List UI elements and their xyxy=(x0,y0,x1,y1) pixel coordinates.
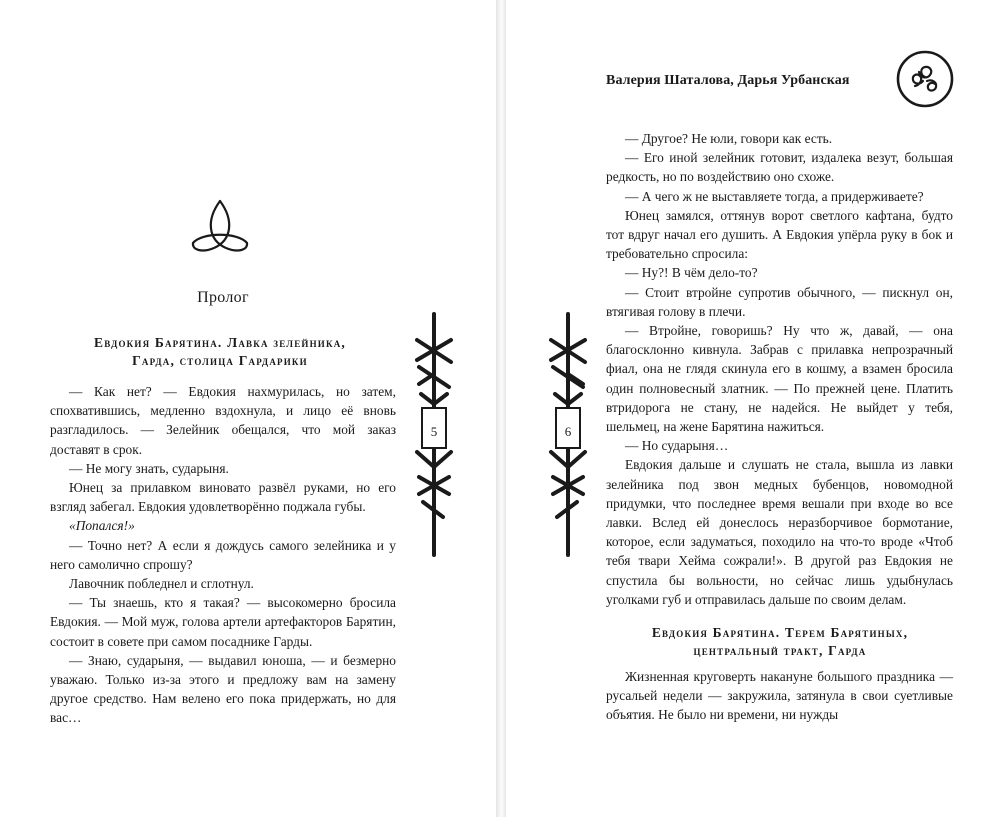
paragraph: Жизненная круговерть накануне большого праздника — русальей недели — закружила, затянула в свои суетливые объятия. Не было ни времени, ни нужды xyxy=(606,669,953,723)
spiral-logo-icon xyxy=(896,50,954,108)
page-number: 6 xyxy=(564,424,572,439)
section-heading-right xyxy=(615,624,945,660)
paragraph: — Другое? Не юли, говори как есть. xyxy=(625,131,833,146)
section-heading-line: центральный тракт, Гарда xyxy=(693,643,867,658)
running-head: Валерия Шаталова, Дарья Урбанская xyxy=(606,73,850,88)
paragraph: — Точно нет? А если я дождусь самого зелейника и у него самолично спрошу? xyxy=(50,537,396,572)
paragraph-italic: «Попался!» xyxy=(69,518,135,534)
paragraph: Лавочник побледнел и сглотнул. xyxy=(69,576,254,592)
paragraph: — Его иной зелейник готовит, издалека везут, большая редкость, но по воздействию оно схоже. xyxy=(606,150,953,185)
triquetra-icon xyxy=(190,198,250,262)
chapter-title: Пролог xyxy=(197,289,249,306)
paragraph: — Не могу знать, сударыня. xyxy=(69,460,229,476)
section-heading-line: Евдокия Барятина. Лавка зелейника, xyxy=(94,335,346,350)
paragraph: — Ну?! В чём дело-то? xyxy=(625,265,758,281)
section-heading-line: Евдокия Барятина. Терем Барятиных, xyxy=(651,625,909,640)
paragraph: Евдокия дальше и слушать не стала, вышла из лавки зелейника под звон медных бубенцов, новомодной придумки, что последнее время вешали при входе во все лавки. Вслед ей донеслось неразборчивое бормотание, которое, если задуматься, походило на что-то вроде «Чтоб тебя твари Хейма сожрали!». В другой раз Евдокия не спустила бы вольности, но сейчас лишь удыбнулась уголками губ и отправилась дальше по своим делам. xyxy=(606,457,953,607)
paragraph: — Ты знаешь, кто я такая? — высокомерно бросила Евдокия. — Мой муж, голова артели артефакторов Барятин, состоит в совете при самом посаднике Гарды. xyxy=(50,595,396,649)
paragraph: — А чего ж не выставляете тогда, а придерживаете? xyxy=(625,188,924,204)
left-body-text xyxy=(50,382,396,728)
section-heading-left xyxy=(60,334,380,370)
paragraph: Юнец за прилавком виновато развёл руками, но его взгляд забегал. Евдокия удовлетворённо поджала губы. xyxy=(50,480,396,515)
paragraph: Юнец замялся, оттянув ворот светлого кафтана, будто тот вдруг начал его душить. А Евдокия упёрла руку в бок и требовательно спросила: xyxy=(606,207,953,262)
page-number: 5 xyxy=(430,424,438,439)
right-body-text xyxy=(606,129,953,609)
paragraph: — Знаю, сударыня, — выдавил юноша, — и безмерно уважаю. Только из-за этого и предложу вам на замену другое средство. Нам велено его пока придержать, но для вас… xyxy=(50,652,396,726)
paragraph: — Стоит втройне супротив обычного, — пискнул он, втягивая голову в плечи. xyxy=(606,284,953,319)
paragraph: — Как нет? — Евдокия нахмурилась, но затем, спохватившись, медленно вздохнула, и лицо её вновь разгладилось. — Зелейник обещался, что мой заказ доставят в срок. xyxy=(50,384,396,457)
section-heading-line: Гарда, столица Гардарики xyxy=(132,353,308,368)
book-gutter xyxy=(496,0,506,817)
paragraph: — Но сударыня… xyxy=(625,438,729,454)
right-body-text-2 xyxy=(606,667,953,725)
paragraph: — Втройне, говоришь? Ну что ж, давай, — она благосклонно кивнула. Забрав с прилавка непрозрачный фиал, она не глядя скинула его в кошму, а взамен бросила один полновесный златник. — По прежней цене. Платить втридорога не стану, не надейся. Не выйдет у тебя, шельмец, на жене Барятина нажиться. xyxy=(606,323,953,435)
